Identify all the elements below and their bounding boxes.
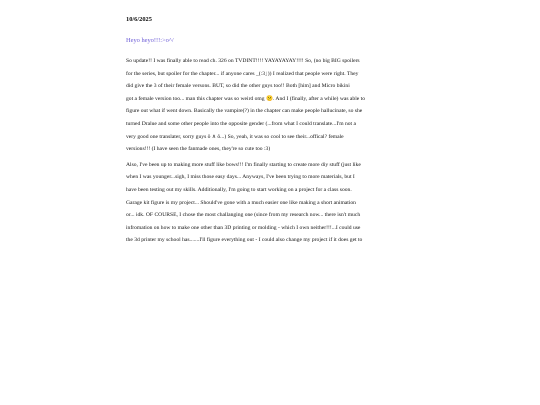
post-greeting: Heyo heyo!!!:>o^/ <box>126 37 174 44</box>
paragraph-line: the 3d printer my school has.......I'll figure everything out - I could also change my project if it does get to <box>126 237 363 244</box>
paragraph-line: have been testing out my skills. Additionally, I'm going to start working on a project for a class soon. <box>126 186 352 193</box>
post-date: 10/6/2025 <box>126 16 152 23</box>
post-paragraph-2 <box>126 159 416 247</box>
paragraph-line: did give the 3 of their female versons. BUT, so did the other guys too!! Both [him] and Micro bikini <box>126 83 350 90</box>
paragraph-line: Garage kit figure is my project... Should've gone with a much easier one like making a short animation <box>126 199 356 206</box>
post-paragraph-1 <box>126 55 416 156</box>
post-content <box>126 16 416 250</box>
paragraph-line: when I was younger...sigh, I miss those easy days... Anyways, I've been trying to more materials, but I <box>126 174 355 181</box>
paragraph-line: infromation on how to make one other than 3D printing or molding - which I own neither!!!...I could use <box>126 224 361 231</box>
paragraph-line: So update!! I was finally able to read ch. 326 on TVDINT!!!! YAYAYAYAY!!!! So, (no big BIG spoilers <box>126 58 360 64</box>
paragraph-line: turned Dralue and some other people into the opposite gender (...from what I could translate...I'm not a <box>126 120 356 127</box>
paragraph-line: figure out what if went down. Basically the vampire(?) in the chapter can make people hallucinate, so she <box>126 108 363 115</box>
paragraph-line: Also, I've been up to making more stuff like bows!!! I'm finally starting to create more diy stuff (just like <box>126 161 361 168</box>
paragraph-line: or... idk. OF COURSE, I chose the most challanging one (since from my research now... there isn't much <box>126 212 361 219</box>
paragraph-line: for the series, but spoiler for the chapter... if anyone cares _(:3」)) I realized that people were right. They <box>126 70 359 77</box>
paragraph-line: versions!!! (I have seen the fanmade ones, they're so cute too :3) <box>126 146 271 153</box>
paragraph-line: got a female version too... man this chapter was so weird omg 😕. And I (finally, after a while) was able to <box>126 95 365 102</box>
paragraph-line: very good one translater, sorry guys ô ∧ ô...) So, yeah, it was so cool to see their...offical? female <box>126 133 344 140</box>
